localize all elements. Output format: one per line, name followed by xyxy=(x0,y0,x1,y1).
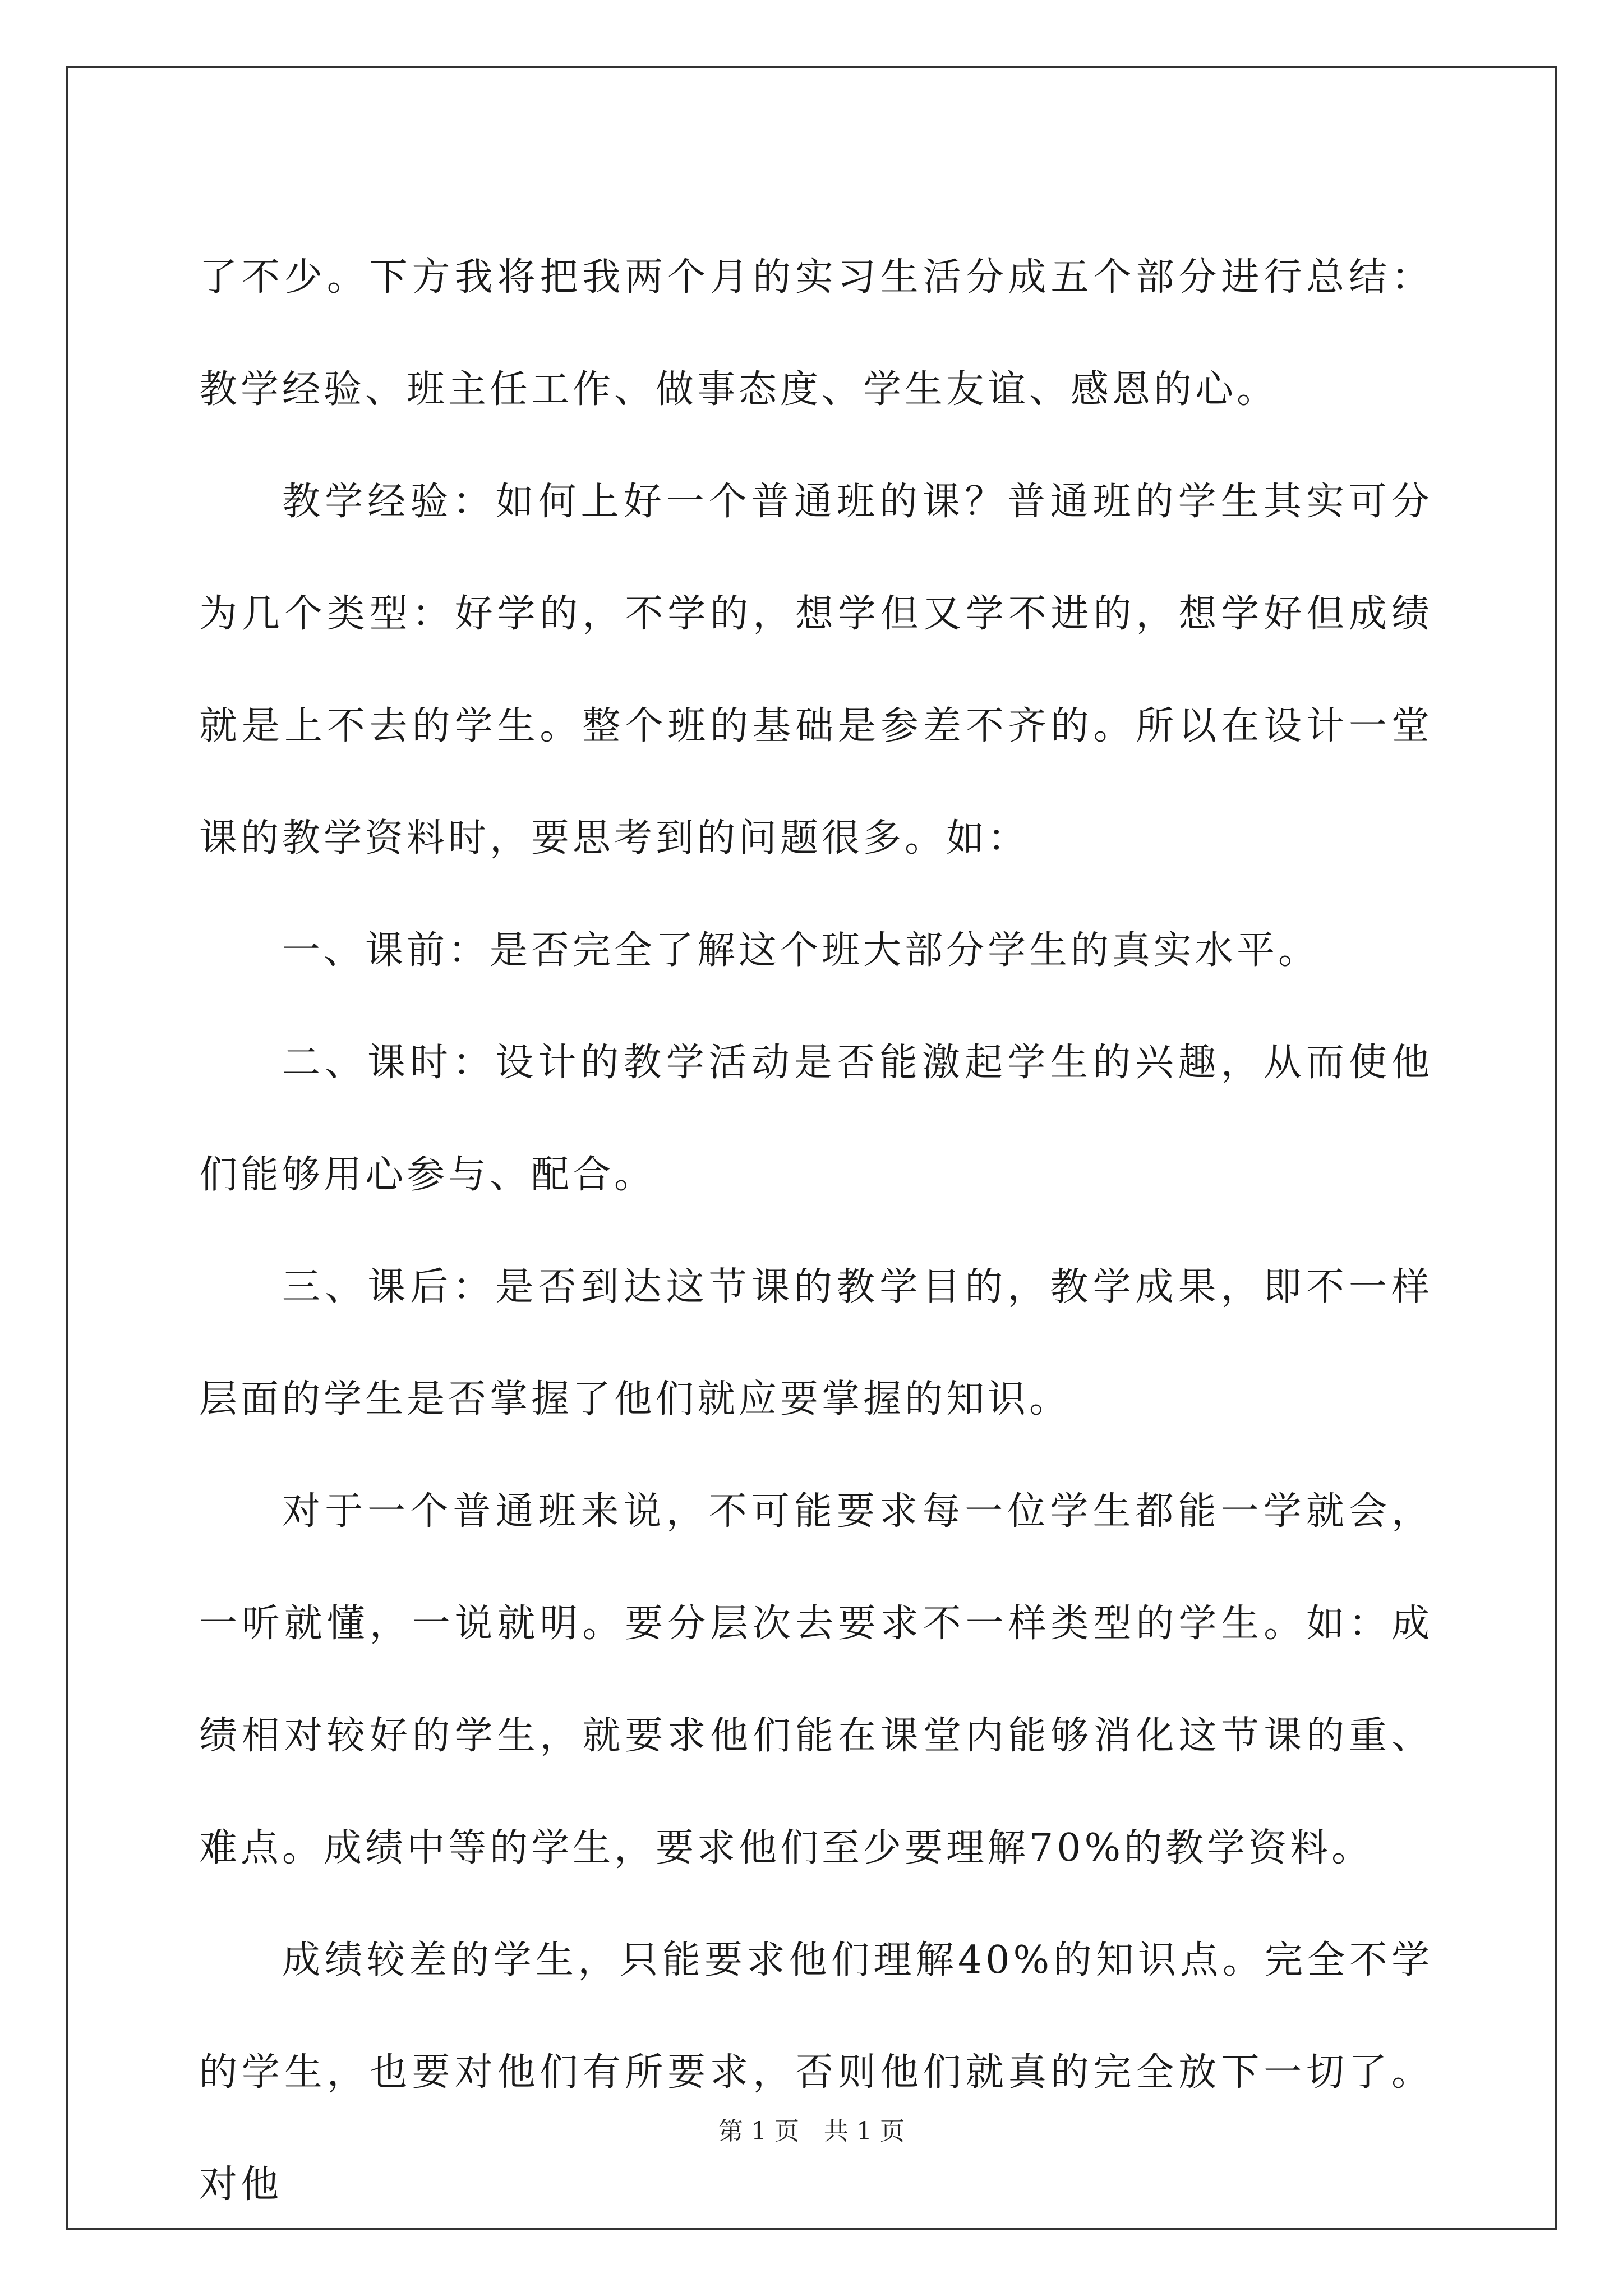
page-number: 第 1 页 xyxy=(718,2117,799,2146)
paragraph: 了不少。下方我将把我两个月的实习生活分成五个部分进行总结：教学经验、班主任工作、做事态度、学生友谊、感恩的心。 xyxy=(199,255,1433,412)
page-total: 共 1 页 xyxy=(824,2117,905,2146)
page-footer xyxy=(0,2115,1623,2148)
paragraph: 二、课时：设计的教学活动是否能激起学生的兴趣，从而使他们能够用心参与、配合。 xyxy=(199,1041,1433,1197)
paragraph: 一、课前：是否完全了解这个班大部分学生的真实水平。 xyxy=(282,928,1320,973)
document-body xyxy=(199,222,1433,2241)
paragraph: 三、课后：是否到达这节课的教学目的，教学成果，即不一样层面的学生是否掌握了他们就应要掌握的知识。 xyxy=(199,1265,1433,1421)
paragraph: 对于一个普通班来说，不可能要求每一位学生都能一学就会，一听就懂，一说就明。要分层次去要求不一样类型的学生。如：成绩相对较好的学生，就要求他们能在课堂内能够消化这节课的重、难点。成绩中等的学生，要求他们至少要理解70%的教学资料。 xyxy=(199,1489,1433,1870)
paragraph: 成绩较差的学生，只能要求他们理解40%的知识点。完全不学的学生，也要对他们有所要求，否则他们就真的完全放下一切了。对他 xyxy=(199,1938,1433,2207)
paragraph: 教学经验：如何上好一个普通班的课？普通班的学生其实可分为几个类型：好学的，不学的，想学但又学不进的，想学好但成绩就是上不去的学生。整个班的基础是参差不齐的。所以在设计一堂课的教学资料时，要思考到的问题很多。如： xyxy=(199,480,1433,861)
